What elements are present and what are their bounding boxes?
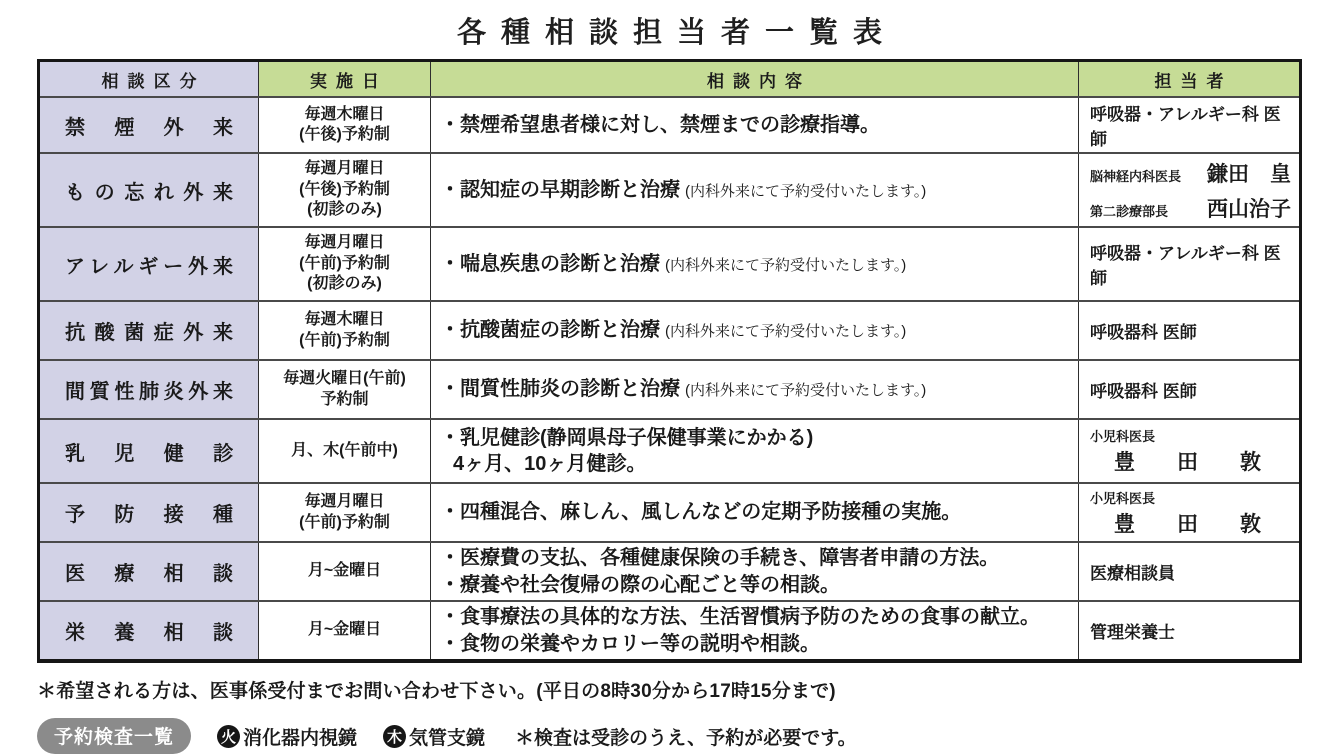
row-interstitial-pneumonia-clinic: [40, 359, 1299, 418]
schedule-line: (初診のみ): [307, 201, 382, 219]
detail-text: 4ヶ月、10ヶ月健診。: [453, 453, 647, 475]
header-content: 相談内容: [430, 62, 1078, 96]
row-medical-consultation: [40, 541, 1299, 600]
category-label: 間質性肺炎外来: [65, 381, 233, 403]
staff-cell: [1078, 302, 1299, 359]
staff-cell: [1078, 420, 1299, 482]
row-nutrition-consultation: [40, 600, 1299, 659]
schedule-cell: [258, 543, 430, 600]
detail-text: ・四種混合、麻しん、風しんなどの定期予防接種の実施。: [440, 501, 962, 524]
schedule-line: 月~金曜日: [307, 621, 382, 639]
content-cell: [430, 543, 1078, 600]
staff-line: [1090, 193, 1291, 223]
staff-cell: [1078, 154, 1299, 226]
schedule-cell: [258, 154, 430, 226]
staff-role: 小児科医長: [1090, 490, 1156, 506]
staff-line: [1090, 158, 1291, 188]
schedule-line: 月、木(午前中): [291, 441, 398, 459]
detail-text: ・医療費の支払、各種健康保険の手続き、障害者申請の方法。: [440, 547, 1000, 570]
schedule-line: (初診のみ): [307, 275, 382, 293]
detail-text: ・喘息疾患の診断と治療: [440, 252, 660, 275]
category-label: 栄養相談: [65, 622, 233, 644]
schedule-line: (午後)予約制: [299, 180, 390, 198]
row-infant-checkup: [40, 418, 1299, 482]
schedule-line: (午前)予約制: [299, 254, 390, 272]
reservation-note: ＊検査は受診のうえ、予約が必要です。: [515, 727, 857, 749]
staff-label: 呼吸器科 医師: [1090, 382, 1197, 401]
staff-cell: [1078, 98, 1299, 152]
fire-day-circled-icon: 火: [217, 725, 240, 748]
exam-item-label: 気管支鏡: [409, 727, 486, 749]
schedule-line: 毎週火曜日(午前): [283, 370, 406, 388]
header-staff: 担当者: [1078, 62, 1299, 96]
schedule-cell: [258, 602, 430, 659]
row-mycobacteriosis-clinic: [40, 300, 1299, 359]
category-label: もの忘れ外来: [65, 181, 233, 204]
staff-name: 豊 田 敦: [1114, 451, 1261, 474]
schedule-cell: [258, 302, 430, 359]
schedule-cell: [258, 361, 430, 418]
detail-text: ・食物の栄養やカロリー等の説明や相談。: [440, 632, 820, 655]
detail-text: ・乳児健診(静岡県母子保健事業にかかる): [440, 426, 814, 449]
category-cell: [40, 228, 258, 300]
staff-role: 小児科医長: [1090, 429, 1156, 444]
page-title: 各種相談担当者一覧表: [456, 17, 897, 49]
staff-cell: [1078, 602, 1299, 659]
content-cell: [430, 361, 1078, 418]
detail-text: ・禁煙希望患者様に対し、禁煙までの診療指導。: [440, 113, 880, 136]
category-label: 抗酸菌症外来: [65, 322, 233, 344]
category-cell: [40, 484, 258, 541]
staff-label: 管理栄養士: [1090, 623, 1175, 642]
staff-name: 鎌田 皇: [1207, 162, 1291, 186]
header-category: 相談区分: [40, 62, 258, 96]
category-label: アレルギー外来: [65, 255, 233, 278]
detail-text: ・間質性肺炎の診断と治療: [440, 378, 680, 401]
content-cell: [430, 228, 1078, 300]
staff-label: 呼吸器科 医師: [1090, 323, 1197, 342]
detail-text: ・抗酸菌症の診断と治療: [440, 319, 660, 342]
staff-role: 第二診療部長: [1090, 203, 1169, 219]
footnote: ＊希望される方は、医事係受付までお問い合わせ下さい。(平日の8時30分から17時15分まで): [37, 681, 836, 702]
staff-label: 呼吸器・アレルギー科 医師: [1090, 244, 1281, 288]
row-vaccination: [40, 482, 1299, 541]
staff-cell: [1078, 361, 1299, 418]
schedule-line: 毎週木曜日: [304, 105, 385, 123]
exam-item-bronchoscopy: [383, 723, 485, 750]
schedule-line: 毎週月曜日: [304, 160, 385, 178]
category-label: 予防接種: [65, 504, 233, 526]
header-date: 実施日: [258, 62, 430, 96]
detail-note: (内科外来にて予約受付いたします。): [665, 256, 907, 274]
row-allergy-clinic: [40, 226, 1299, 300]
detail-text: ・食事療法の具体的な方法、生活習慣病予防のための食事の献立。: [440, 606, 1040, 629]
staff-cell: [1078, 543, 1299, 600]
staff-role: 脳神経内科医長: [1090, 168, 1182, 184]
category-cell: [40, 602, 258, 659]
detail-note: (内科外来にて予約受付いたします。): [685, 182, 927, 200]
detail-note: (内科外来にて予約受付いたします。): [685, 382, 927, 400]
staff-label: 呼吸器・アレルギー科 医師: [1090, 105, 1281, 149]
schedule-line: 毎週木曜日: [304, 311, 385, 329]
category-cell: [40, 98, 258, 152]
content-cell: [430, 98, 1078, 152]
table-header-row: [40, 62, 1299, 96]
category-cell: [40, 154, 258, 226]
schedule-cell: [258, 228, 430, 300]
row-memory-clinic: [40, 152, 1299, 226]
detail-note: (内科外来にて予約受付いたします。): [665, 323, 907, 341]
schedule-line: 予約制: [320, 390, 369, 408]
schedule-cell: [258, 484, 430, 541]
schedule-line: 毎週月曜日: [304, 493, 385, 511]
content-cell: [430, 302, 1078, 359]
staff-cell: [1078, 228, 1299, 300]
content-cell: [430, 484, 1078, 541]
category-cell: [40, 420, 258, 482]
row-smoking-clinic: [40, 96, 1299, 152]
category-cell: [40, 302, 258, 359]
detail-text: ・認知症の早期診断と治療: [440, 178, 680, 201]
content-cell: [430, 420, 1078, 482]
category-cell: [40, 361, 258, 418]
category-label: 医療相談: [65, 563, 233, 585]
exam-item-endoscopy: [217, 723, 357, 750]
reservation-exam-line: [37, 718, 1307, 754]
content-cell: [430, 154, 1078, 226]
wood-day-circled-icon: 木: [383, 725, 406, 748]
content-cell: [430, 602, 1078, 659]
consultation-table: [37, 59, 1302, 663]
schedule-cell: [258, 98, 430, 152]
staff-name: 豊 田 敦: [1114, 512, 1261, 536]
staff-label: 医療相談員: [1090, 564, 1175, 583]
schedule-line: 毎週月曜日: [304, 234, 385, 252]
category-label: 乳児健診: [65, 442, 233, 465]
staff-cell: [1078, 484, 1299, 541]
schedule-cell: [258, 420, 430, 482]
schedule-line: 月~金曜日: [307, 562, 382, 580]
exam-item-label: 消化器内視鏡: [243, 727, 358, 749]
schedule-line: (午後)予約制: [299, 126, 390, 143]
category-label: 禁煙外来: [65, 116, 233, 139]
schedule-line: (午前)予約制: [299, 331, 390, 349]
schedule-line: (午前)予約制: [299, 513, 390, 531]
staff-name: 西山治子: [1207, 197, 1291, 221]
category-cell: [40, 543, 258, 600]
detail-text: ・療養や社会復帰の際の心配ごと等の相談。: [440, 573, 840, 596]
reservation-exam-badge: 予約検査一覧: [37, 718, 191, 754]
